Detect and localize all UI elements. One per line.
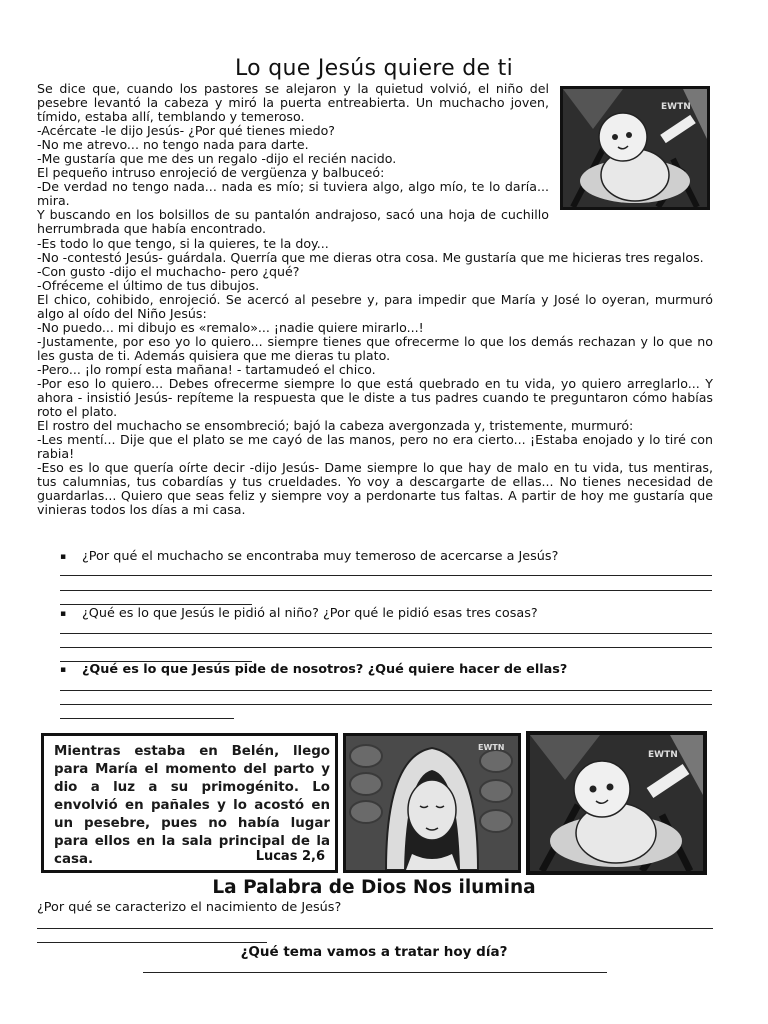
svg-text:EWTN: EWTN (648, 750, 678, 760)
section-title: La Palabra de Dios Nos ilumina (212, 877, 536, 898)
story-paragraph: -Pero... ¡lo rompí esta mañana! - tartamudeó el chico. (37, 361, 376, 377)
svg-text:EWTN: EWTN (661, 102, 691, 112)
story-paragraph: -Es todo lo que tengo, si la quieres, te la doy... (37, 235, 329, 251)
story-paragraph: Se dice que, cuando los pastores se alejaron y la quietud volvió, el niño del pesebre levantó la cabeza y miró la puerta entreabierta. Un muchacho joven, tímido, estaba allí, temblando y temeroso. (37, 81, 549, 125)
page-title: Lo que Jesús quiere de ti (234, 56, 514, 81)
bible-verse-box (41, 733, 338, 873)
story-paragraph: -No puedo... mi dibujo es «remalo»... ¡nadie quiere mirarlo...! (37, 319, 424, 335)
answer-line[interactable] (60, 633, 712, 634)
final-question: ¿Qué tema vamos a tratar hoy día? (240, 944, 508, 960)
answer-line[interactable] (143, 972, 607, 973)
svg-text:EWTN: EWTN (478, 743, 505, 752)
square-bullet-icon: ▪ (60, 551, 67, 562)
story-paragraph: Y buscando en los bolsillos de su pantalón andrajoso, sacó una hoja de cuchillo herrumbrada que había encontrado. (37, 207, 549, 237)
story-paragraph: -Les mentí... Dije que el plato se me cayó de las manos, pero no era cierto... ¡Estaba enojado y lo tiré con rabia! (37, 432, 713, 462)
story-paragraph: -No me atrevo... no tengo nada para darte. (37, 137, 309, 153)
story-paragraph: -Acércate -le dijo Jesús- ¿Por qué tienes miedo? (37, 123, 335, 139)
question-2: ▪ ¿Qué es lo que Jesús le pidió al niño? ¿Por qué le pidió esas tres cosas? (60, 606, 538, 621)
story-paragraph: -Eso es lo que quería oírte decir -dijo Jesús- Dame siempre lo que hay de malo en tu vida, tus mentiras, tus calumnias, tus cobardías y tus crueldades. Yo voy a descargarte de ellas... No tienes necesidad de guardarlas... Quiero que seas feliz y siempre voy a perdonarte tus faltas. A partir de hoy me gustaría que vinieras todos los días a mi casa. (37, 460, 713, 518)
baby-jesus-illustration (560, 86, 710, 210)
story-paragraph: -Justamente, por eso yo lo quiero... siempre tienes que ofrecerme lo que los demás rechazan y lo que no les gusta de ti. Además quisiera que me dieras tu plato. (37, 333, 713, 363)
mary-illustration (343, 733, 521, 873)
story-paragraph: El rostro del muchacho se ensombreció; bajó la cabeza avergonzada y, tristemente, murmuró: (37, 418, 634, 434)
story-paragraph: -Por eso lo quiero... Debes ofrecerme siempre lo que está quebrado en tu vida, yo quiero arreglarlo... Y ahora - insistió Jesús- repíteme la respuesta que le diste a tus padres cuando te preguntaron cómo habías roto el plato. (37, 375, 713, 420)
baby-jesus-manger-illustration (526, 731, 707, 875)
story-paragraph: -Me gustaría que me des un regalo -dijo el recién nacido. (37, 151, 397, 167)
answer-line[interactable] (60, 604, 252, 605)
question-3: ▪ ¿Qué es lo que Jesús pide de nosotros? ¿Qué quiere hacer de ellas? (60, 662, 568, 677)
story-paragraph: -Con gusto -dijo el muchacho- pero ¿qué? (37, 263, 300, 279)
question-1: ▪ ¿Por qué el muchacho se encontraba muy temeroso de acercarse a Jesús? (60, 549, 559, 564)
bible-verse-reference: Lucas 2,6 (255, 849, 325, 864)
answer-line[interactable] (37, 928, 713, 929)
section-question: ¿Por qué se caracterizo el nacimiento de Jesús? (37, 900, 342, 915)
story-paragraph: -No -contestó Jesús- guárdala. Querría que me dieras otra cosa. Me gustaría que me hicieras tres regalos. (37, 249, 704, 265)
square-bullet-icon: ▪ (60, 608, 67, 619)
answer-line[interactable] (60, 704, 712, 705)
story-paragraph: El chico, cohibido, enrojeció. Se acercó al pesebre y, para impedir que María y José lo oyeran, murmuró algo al oído del Niño Jesús: (37, 291, 713, 321)
story-paragraph: -De verdad no tengo nada... nada es mío; si tuviera algo, algo mío, te lo daría... mira. (37, 179, 549, 209)
answer-line[interactable] (37, 942, 267, 943)
square-bullet-icon: ▪ (60, 664, 67, 675)
story-paragraph: El pequeño intruso enrojeció de vergüenza y balbuceó: (37, 165, 385, 181)
answer-line[interactable] (60, 690, 712, 691)
answer-line[interactable] (60, 590, 712, 591)
answer-line[interactable] (60, 718, 234, 719)
story-paragraph: -Ofréceme el último de tus dibujos. (37, 277, 260, 293)
bible-verse-text: Mientras estaba en Belén, llego para María el momento del parto y dio a luz a su primogénito. Lo envolvió en pañales y lo acostó en un pesebre, pues no había lugar para ellos en la sala principal de la casa. (54, 744, 330, 867)
answer-line[interactable] (60, 575, 712, 576)
answer-line[interactable] (60, 647, 712, 648)
